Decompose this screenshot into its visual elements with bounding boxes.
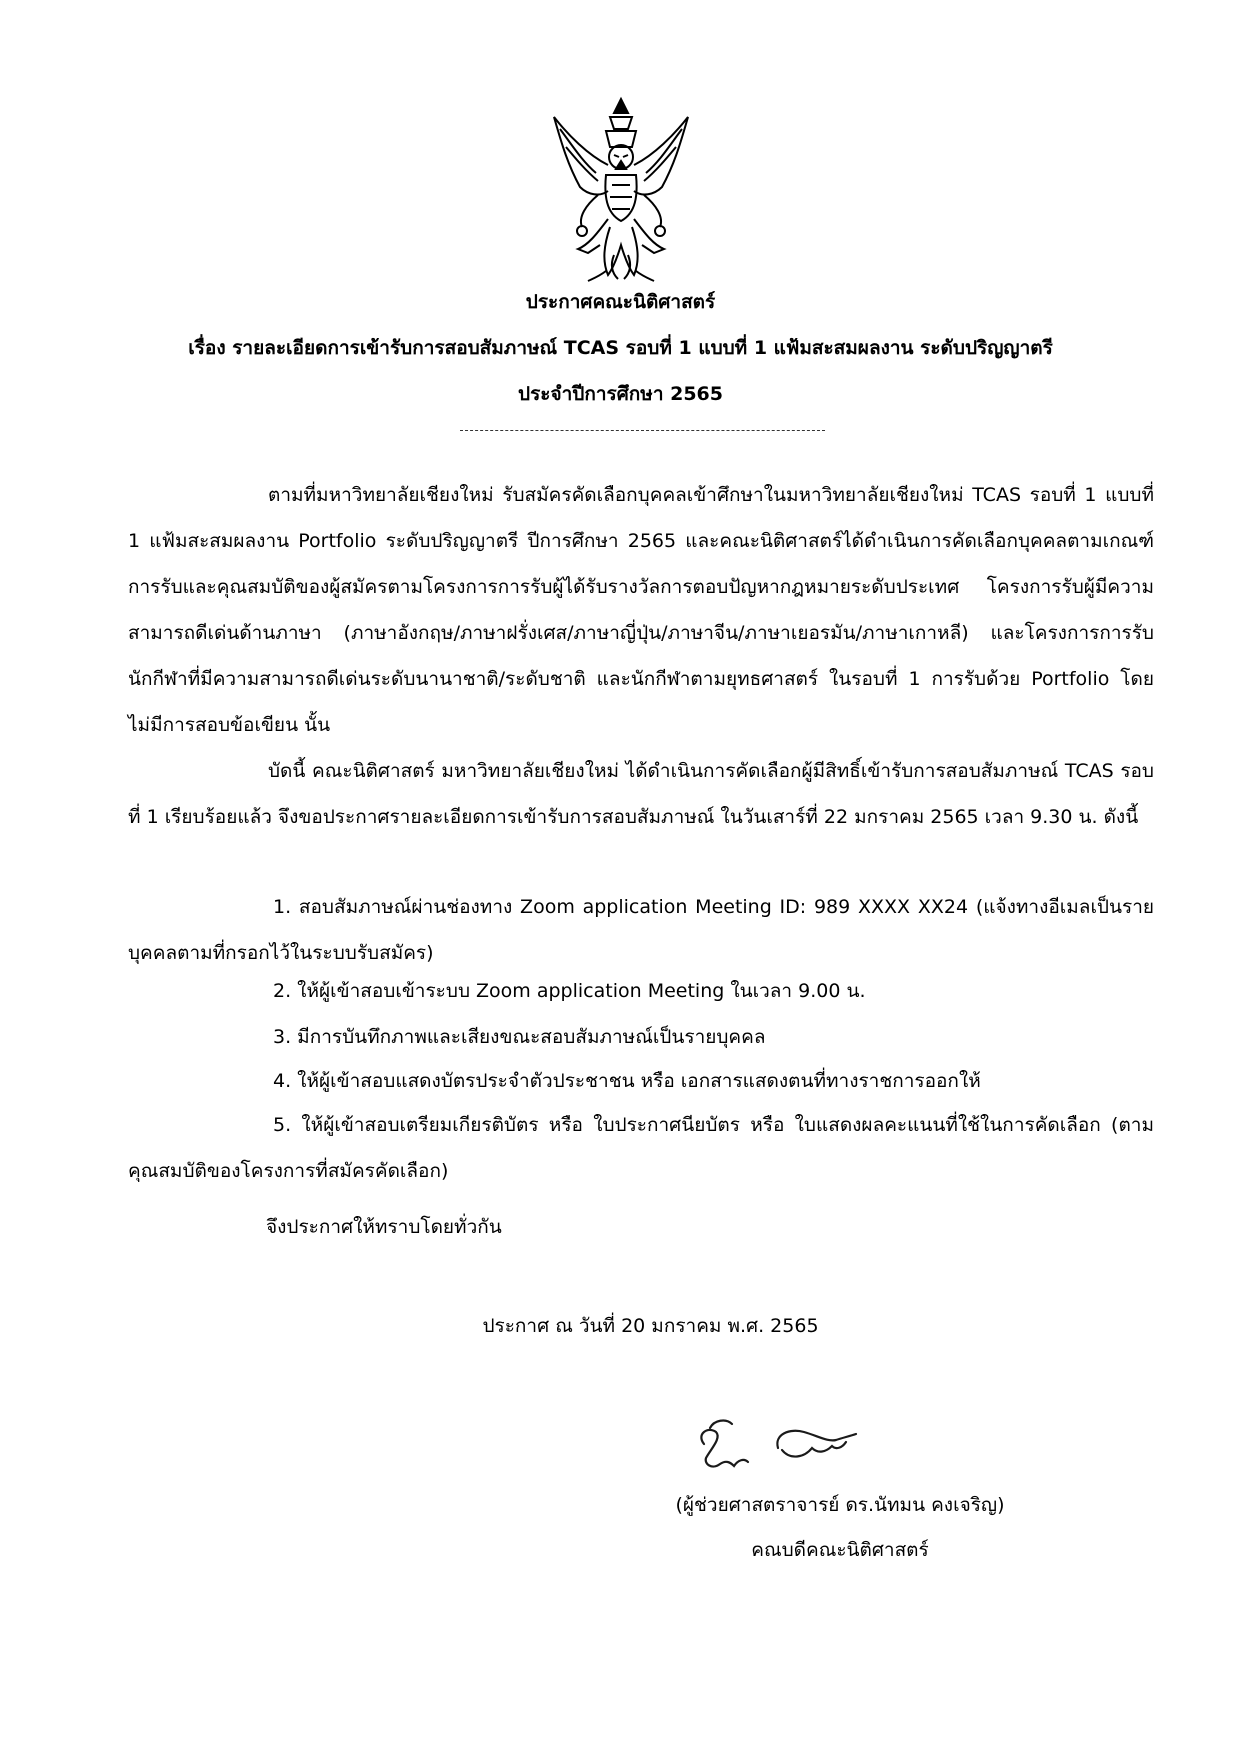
garuda-emblem-icon <box>548 95 694 283</box>
signer-title: คณบดีคณะนิติศาสตร์ <box>751 1539 929 1561</box>
list-item: 3. มีการบันทึกภาพและเสียงขณะสอบสัมภาษณ์เป็นรายบุคคล <box>273 1026 766 1048</box>
divider <box>460 430 825 431</box>
list-item: 1. สอบสัมภาษณ์ผ่านช่องทาง Zoom application Meeting ID: 989 XXXX XX24 (แจ้งทางอีเมลเป็นรายบุคคลตามที่กรอกไว้ในระบบรับสมัคร) <box>128 896 1154 964</box>
paragraph-intro: ตามที่มหาวิทยาลัยเชียงใหม่ รับสมัครคัดเลือกบุคคลเข้าศึกษาในมหาวิทยาลัยเชียงใหม่ TCAS รอบที่ 1 แบบที่ 1 แฟ้มสะสมผลงาน Portfolio ระดับปริญญาตรี ปีการศึกษา 2565 และคณะนิติศาสตร์ได้ดำเนินการคัดเลือกบุคคลตามเกณฑ์การรับและคุณสมบัติของผู้สมัครตามโครงการการรับผู้ได้รับรางวัลการตอบปัญหากฎหมายระดับประเทศ โครงการรับผู้มีความสามารถดีเด่นด้านภาษา (ภาษาอังกฤษ/ภาษาฝรั่งเศส/ภาษาญี่ปุ่น/ภาษาจีน/ภาษาเยอรมัน/ภาษาเกาหลี) และโครงการการรับนักกีฬาที่มีความสามารถดีเด่นระดับนานาชาติ/ระดับชาติ และนักกีฬาตามยุทธศาสตร์ ในรอบที่ 1 การรับด้วย Portfolio โดยไม่มีการสอบข้อเขียน นั้น <box>128 484 1154 736</box>
announcement-title: ประกาศคณะนิติศาสตร์ <box>525 291 716 313</box>
closing-statement: จึงประกาศให้ทราบโดยทั่วกัน <box>266 1216 502 1238</box>
academic-year: ประจำปีการศึกษา 2565 <box>518 383 723 405</box>
list-item: 2. ให้ผู้เข้าสอบเข้าระบบ Zoom application Meeting ในเวลา 9.00 น. <box>273 980 866 1002</box>
announcement-date: ประกาศ ณ วันที่ 20 มกราคม พ.ศ. 2565 <box>482 1315 819 1337</box>
signer-name: (ผู้ช่วยศาสตราจารย์ ดร.นัทมน คงเจริญ) <box>675 1494 1005 1516</box>
list-item: 4. ให้ผู้เข้าสอบแสดงบัตรประจำตัวประชาชน หรือ เอกสารแสดงตนที่ทางราชการออกให้ <box>273 1070 981 1092</box>
paragraph-announcement: บัดนี้ คณะนิติศาสตร์ มหาวิทยาลัยเชียงใหม่ ได้ดำเนินการคัดเลือกผู้มีสิทธิ์เข้ารับการสอบสัมภาษณ์ TCAS รอบที่ 1 เรียบร้อยแล้ว จึงขอประกาศรายละเอียดการเข้ารับการสอบสัมภาษณ์ ในวันเสาร์ที่ 22 มกราคม 2565 เวลา 9.30 น. ดังนี้ <box>128 760 1154 828</box>
list-item: 5. ให้ผู้เข้าสอบเตรียมเกียรติบัตร หรือ ใบประกาศนียบัตร หรือ ใบแสดงผลคะแนนที่ใช้ในการคัดเลือก (ตามคุณสมบัติของโครงการที่สมัครคัดเลือก) <box>128 1114 1154 1182</box>
announcement-subject: เรื่อง รายละเอียดการเข้ารับการสอบสัมภาษณ์ TCAS รอบที่ 1 แบบที่ 1 แฟ้มสะสมผลงาน ระดับปริญญาตรี <box>188 337 1053 359</box>
